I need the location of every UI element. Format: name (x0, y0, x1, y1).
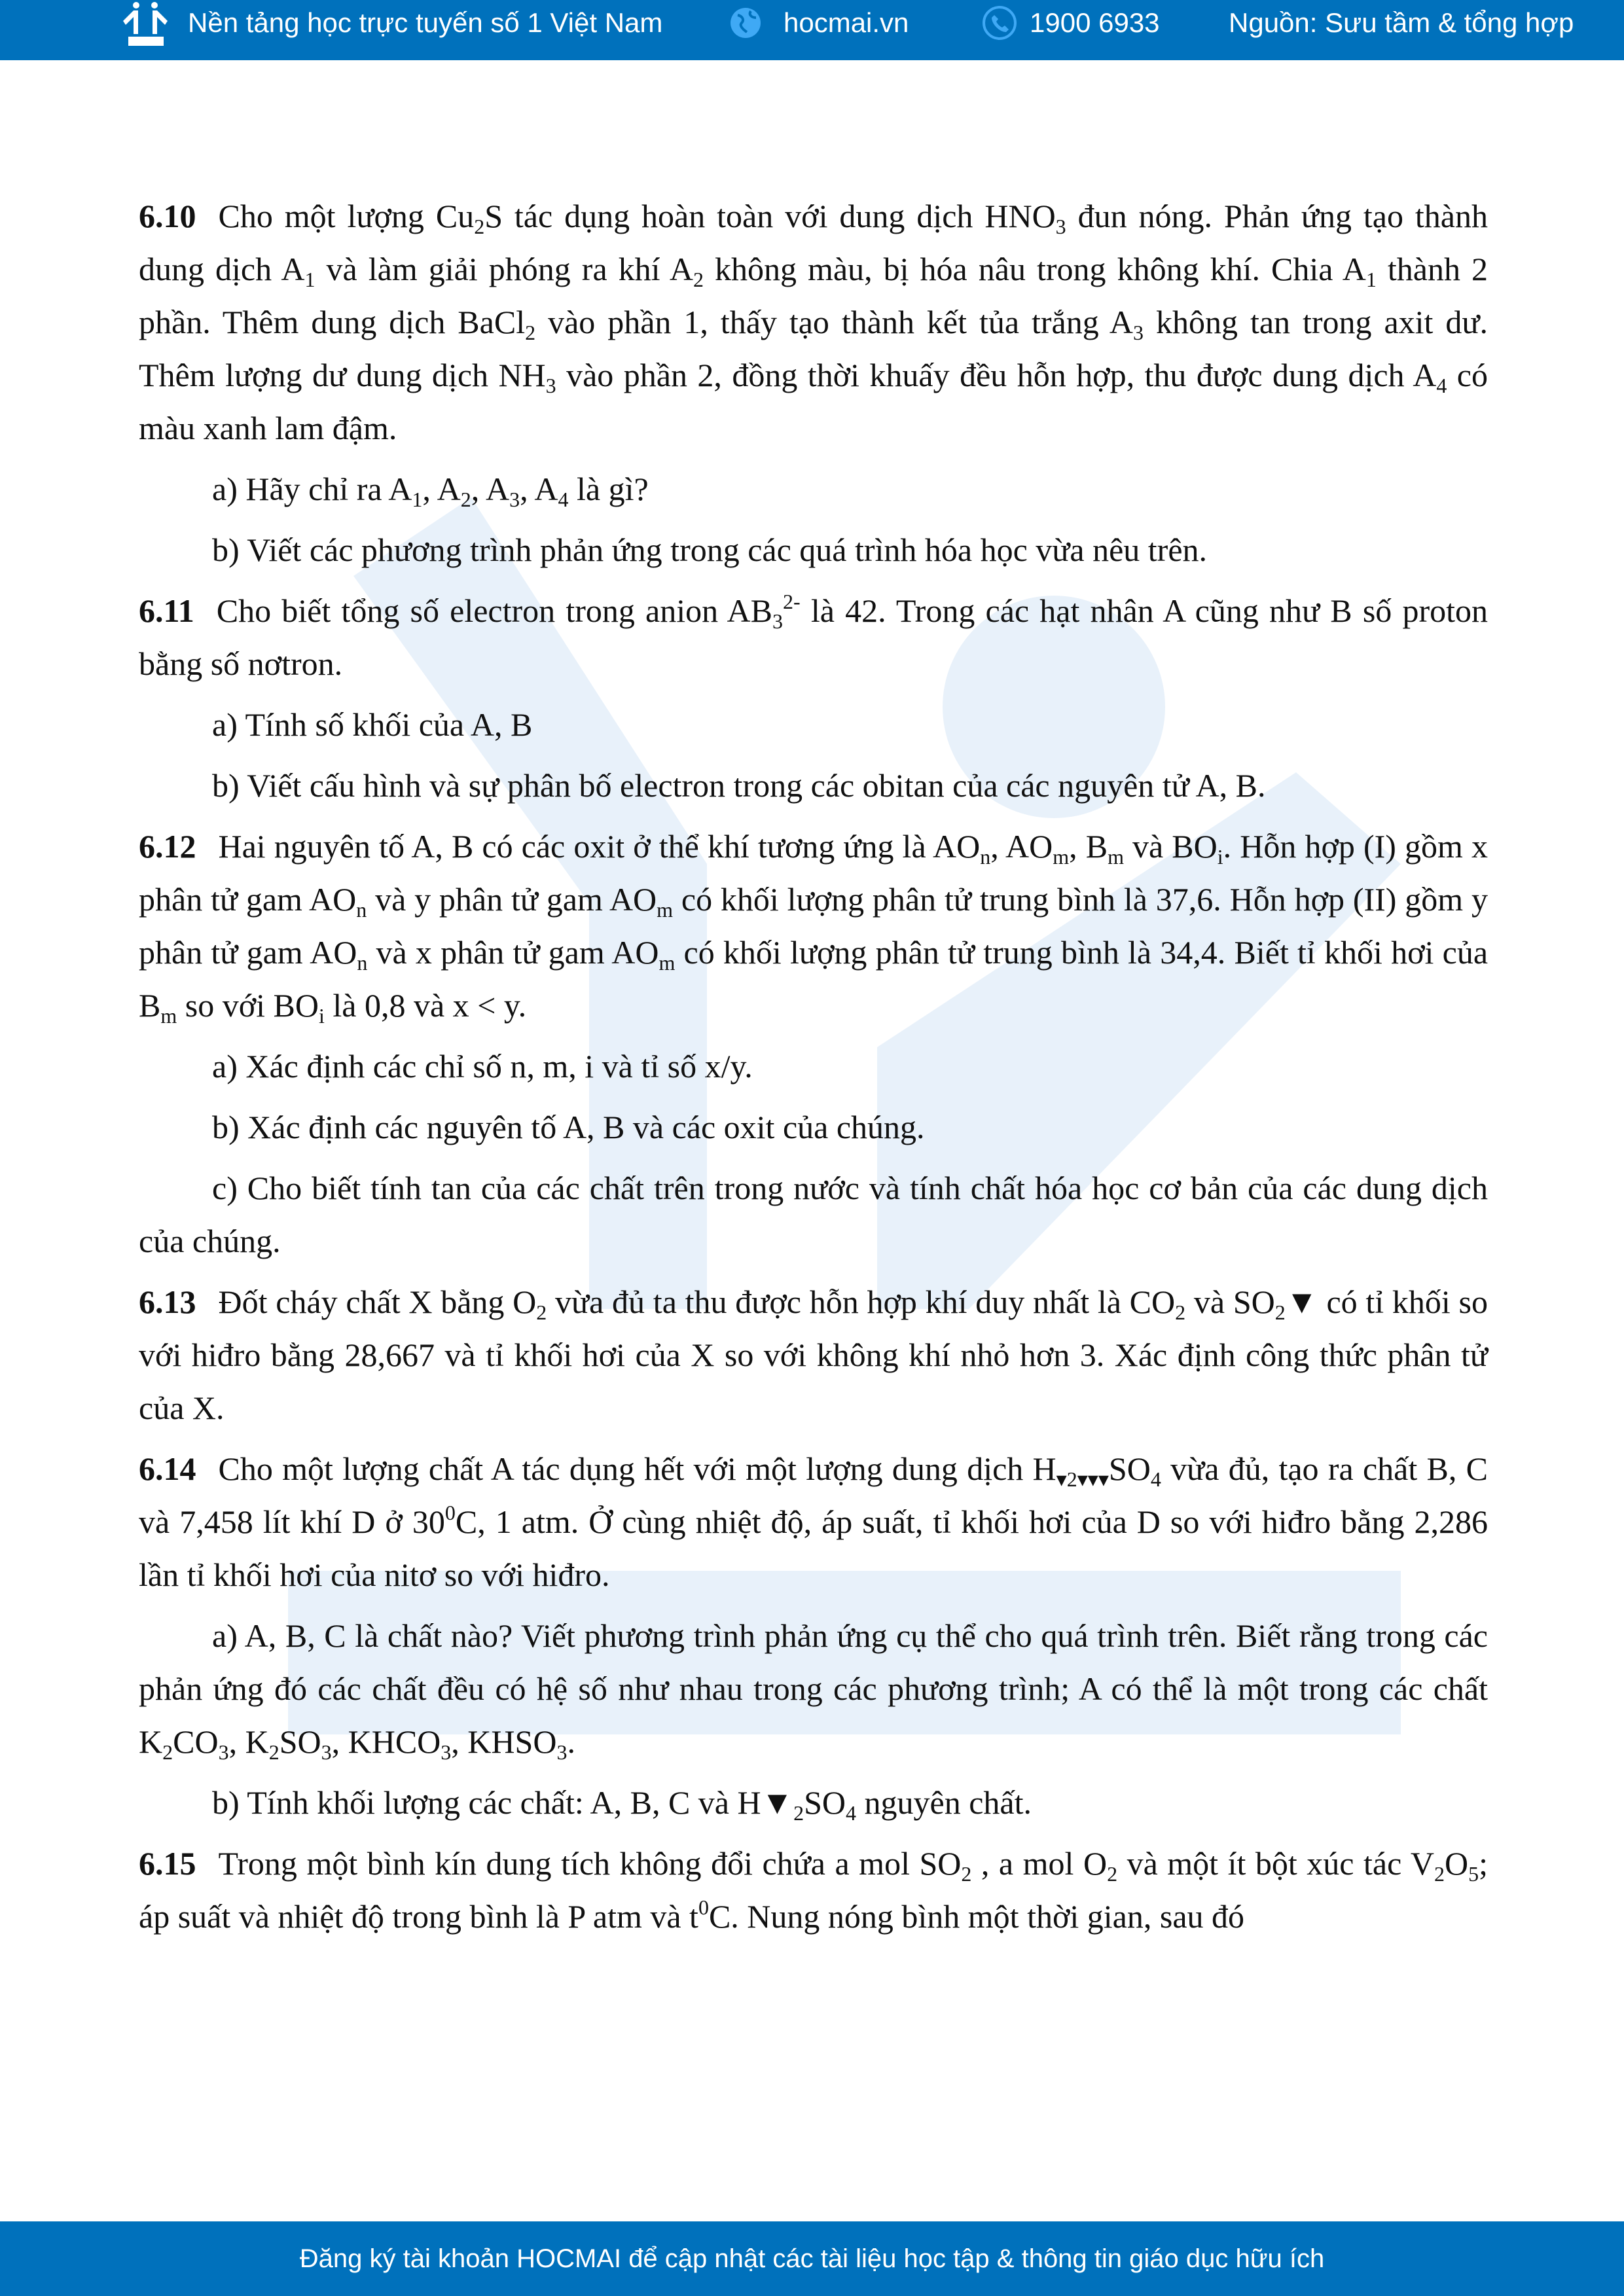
text-run: SO (804, 1784, 846, 1821)
text-run: b) Viết các phương trình phản ứng trong các quá trình hóa học vừa nêu trên. (212, 531, 1208, 568)
text-run: Cho biết tổng số electron trong anion AB (216, 592, 773, 629)
subscript: 4 (1150, 1467, 1161, 1491)
bottom-banner (0, 2221, 1624, 2296)
problem-6-12 (139, 820, 1488, 1032)
subscript: m (659, 951, 676, 975)
sub-question (139, 463, 1488, 516)
text-run: và một ít bột xúc tác V (1117, 1845, 1434, 1882)
slogan: Nền tảng học trực tuyến số 1 Việt Nam (188, 7, 663, 38)
subscript: 2 (268, 1740, 280, 1764)
phone-icon (982, 0, 1017, 46)
problem-number: 6.12 (139, 828, 196, 865)
sub-question (139, 1040, 1488, 1093)
problem-6-13 (139, 1276, 1488, 1435)
problem-6-11 (139, 584, 1488, 691)
text-run: và y phân tử gam AO (367, 881, 657, 918)
text-run: , A (520, 471, 558, 507)
text-run: không tan trong axit dư. Thêm lượng dư dung dịch NH (139, 304, 1488, 393)
text-run: a) Hãy chỉ ra A (212, 471, 412, 507)
text-run: C, 1 atm. Ở cùng nhiệt độ, áp suất, tỉ khối hơi của D so với hiđro bằng 2,286 lần tỉ khối hơi của nitơ so với hiđro. (139, 1503, 1488, 1593)
subscript: 2 (1107, 1862, 1118, 1886)
text-run: SO (1108, 1450, 1151, 1487)
problem-6-14 (139, 1443, 1488, 1602)
subscript: 3 (1055, 215, 1066, 238)
document-body (139, 190, 1488, 1951)
subscript: 2 (460, 488, 471, 511)
text-run: , KHSO (451, 1723, 557, 1760)
problem-number: 6.13 (139, 1283, 196, 1320)
text-run: vào phần 1, thấy tạo thành kết tủa trắng A (535, 304, 1134, 340)
subscript: 2 (693, 268, 704, 291)
subscript: 2 (1434, 1862, 1445, 1886)
subscript: 3 (441, 1740, 452, 1764)
subscript: 4 (558, 488, 569, 511)
subscript: 3 (1133, 321, 1144, 344)
text-run: b) Xác định các nguyên tố A, B và các oxit của chúng. (212, 1109, 925, 1145)
text-run: , A (471, 471, 510, 507)
subscript: 4 (1436, 374, 1447, 397)
subscript: 3 (509, 488, 520, 511)
superscript: 0 (698, 1895, 709, 1919)
text-run: , a mol O (971, 1845, 1108, 1882)
footer-signup-text[interactable]: Đăng ký tài khoản HOCMAI để cập nhật các tài liệu học tập & thông tin giáo dục hữu ích (299, 2244, 1325, 2273)
text-run: và BO (1123, 828, 1218, 865)
phone-number[interactable]: 1900 6933 (1030, 7, 1160, 38)
text-run: vào phần 2, đồng thời khuấy đều hỗn hợp, thu được dung dịch A (556, 357, 1437, 393)
subscript: 1 (412, 488, 423, 511)
text-run: vừa đủ, tạo ra chất B, C và 7,458 lít khí D ở 30 (139, 1450, 1488, 1540)
subscript: m (160, 1004, 177, 1028)
sub-question (139, 1776, 1488, 1829)
sub-question (139, 1609, 1488, 1768)
text-run: a) A, B, C là chất nào? Viết phương trình phản ứng cụ thể cho quá trình trên. Biết rằng trong các phản ứng đó các chất đều có hệ số như nhau trong các phương trình; A có thể là một trong các chất K (139, 1617, 1488, 1760)
text-run: ; áp suất và nhiệt độ trong bình là P atm và t (139, 1845, 1489, 1935)
problem-number: 6.15 (139, 1845, 196, 1882)
problem-number: 6.14 (139, 1450, 196, 1487)
subscript: n (357, 951, 368, 975)
text-run: Đốt cháy chất X bằng O (218, 1283, 537, 1320)
superscript: 2- (783, 590, 801, 613)
text-run: , K (228, 1723, 269, 1760)
subscript: 2 (474, 215, 485, 238)
hocmai-logo (117, 1, 175, 47)
subscript: 3 (218, 1740, 229, 1764)
text-run: SO (279, 1723, 321, 1760)
text-run: và làm giải phóng ra khí A (315, 251, 693, 287)
text-run: nguyên chất. (856, 1784, 1032, 1821)
subscript: 3 (321, 1740, 332, 1764)
text-run: không màu, bị hóa nâu trong không khí. Chia A (703, 251, 1366, 287)
text-run: có màu xanh lam đậm. (139, 357, 1488, 446)
text-run: Cho một lượng chất A tác dụng hết với một lượng dung dịch H (218, 1450, 1056, 1487)
subscript: 1 (304, 268, 316, 291)
text-run: Cho một lượng Cu (218, 198, 475, 234)
text-run: và SO (1185, 1283, 1275, 1320)
subscript: 4 (846, 1801, 857, 1825)
text-run: đun nóng. Phản ứng tạo thành dung dịch A (139, 198, 1488, 287)
text-run: thành 2 phần. Thêm dung dịch BaCl (139, 251, 1488, 340)
subscript: m (1108, 845, 1124, 869)
text-run: , A (422, 471, 461, 507)
superscript: 0 (444, 1501, 456, 1524)
text-run: ▼ có tỉ khối so với hiđro bằng 28,667 và tỉ khối hơi của X so với không khí nhỏ hơn 3. Xác định công thức phân tử của X. (139, 1283, 1488, 1426)
globe-icon (729, 0, 763, 46)
problem-number: 6.10 (139, 198, 196, 234)
text-run: CO (173, 1723, 219, 1760)
subscript: 2 (1274, 1300, 1286, 1324)
sub-question (139, 524, 1488, 577)
text-run: S tác dụng hoàn toàn với dung dịch HNO (484, 198, 1056, 234)
subscript: 2 (1175, 1300, 1186, 1324)
text-run: . (567, 1723, 575, 1760)
text-run: a) Xác định các chỉ số n, m, i và tỉ số x/y. (212, 1048, 753, 1085)
text-run: , B (1069, 828, 1108, 865)
text-run: Hai nguyên tố A, B có các oxit ở thể khí tương ứng là AO (218, 828, 981, 865)
subscript: m (1053, 845, 1070, 869)
subscript: n (980, 845, 991, 869)
text-run: c) Cho biết tính tan của các chất trên trong nước và tính chất hóa học cơ bản của các dung dịch của chúng. (139, 1170, 1488, 1259)
text-run: , AO (990, 828, 1053, 865)
text-run: b) Viết cấu hình và sự phân bố electron trong các obitan của các nguyên tử A, B. (212, 767, 1266, 804)
website-link[interactable]: hocmai.vn (784, 7, 909, 38)
sub-question (139, 1162, 1488, 1268)
text-run: O (1445, 1845, 1469, 1882)
subscript: ▾2▾▾▾ (1056, 1467, 1109, 1491)
sub-question (139, 759, 1488, 812)
text-run: C. Nung nóng bình một thời gian, sau đó (708, 1898, 1245, 1935)
subscript: 2 (961, 1862, 972, 1886)
source-note: Nguồn: Sưu tầm & tổng hợp (1229, 7, 1574, 38)
sub-question (139, 698, 1488, 751)
subscript: n (356, 898, 367, 922)
text-run: là 0,8 và x < y. (324, 987, 527, 1024)
text-run: vừa đủ ta thu được hỗn hợp khí duy nhất là CO (547, 1283, 1176, 1320)
subscript: 2 (162, 1740, 173, 1764)
text-run: là gì? (568, 471, 649, 507)
text-run: a) Tính số khối của A, B (212, 706, 533, 743)
subscript: 3 (545, 374, 556, 397)
text-run: b) Tính khối lượng các chất: A, B, C và H▼ (212, 1784, 794, 1821)
text-run: và x phân tử gam AO (367, 934, 659, 971)
subscript: 5 (1468, 1862, 1479, 1886)
top-banner (0, 0, 1624, 60)
subscript: i (319, 1004, 325, 1028)
problem-6-10 (139, 190, 1488, 455)
subscript: 2 (793, 1801, 804, 1825)
text-run: có khối lượng phân tử trung bình là 34,4. Biết tỉ khối hơi của B (139, 934, 1489, 1024)
subscript: 1 (1365, 268, 1377, 291)
text-run: Trong một bình kín dung tích không đổi chứa a mol SO (218, 1845, 962, 1882)
subscript: 2 (536, 1300, 547, 1324)
subscript: 3 (772, 609, 784, 633)
subscript: i (1217, 845, 1223, 869)
text-run: so với BO (177, 987, 319, 1024)
subscript: m (657, 898, 674, 922)
text-run: . Hỗn hợp (I) gồm x phân tử gam AO (139, 828, 1488, 918)
sub-question (139, 1101, 1488, 1154)
text-run: , KHCO (331, 1723, 441, 1760)
subscript: 3 (556, 1740, 568, 1764)
problem-6-15 (139, 1837, 1488, 1943)
subscript: 2 (525, 321, 536, 344)
problem-number: 6.11 (139, 592, 194, 629)
text-run: có khối lượng phân tử trung bình là 37,6. Hỗn hợp (II) gồm y phân tử gam AO (139, 881, 1489, 971)
text-run: là 42. Trong các hạt nhân A cũng như B số proton bằng số nơtron. (139, 592, 1489, 682)
